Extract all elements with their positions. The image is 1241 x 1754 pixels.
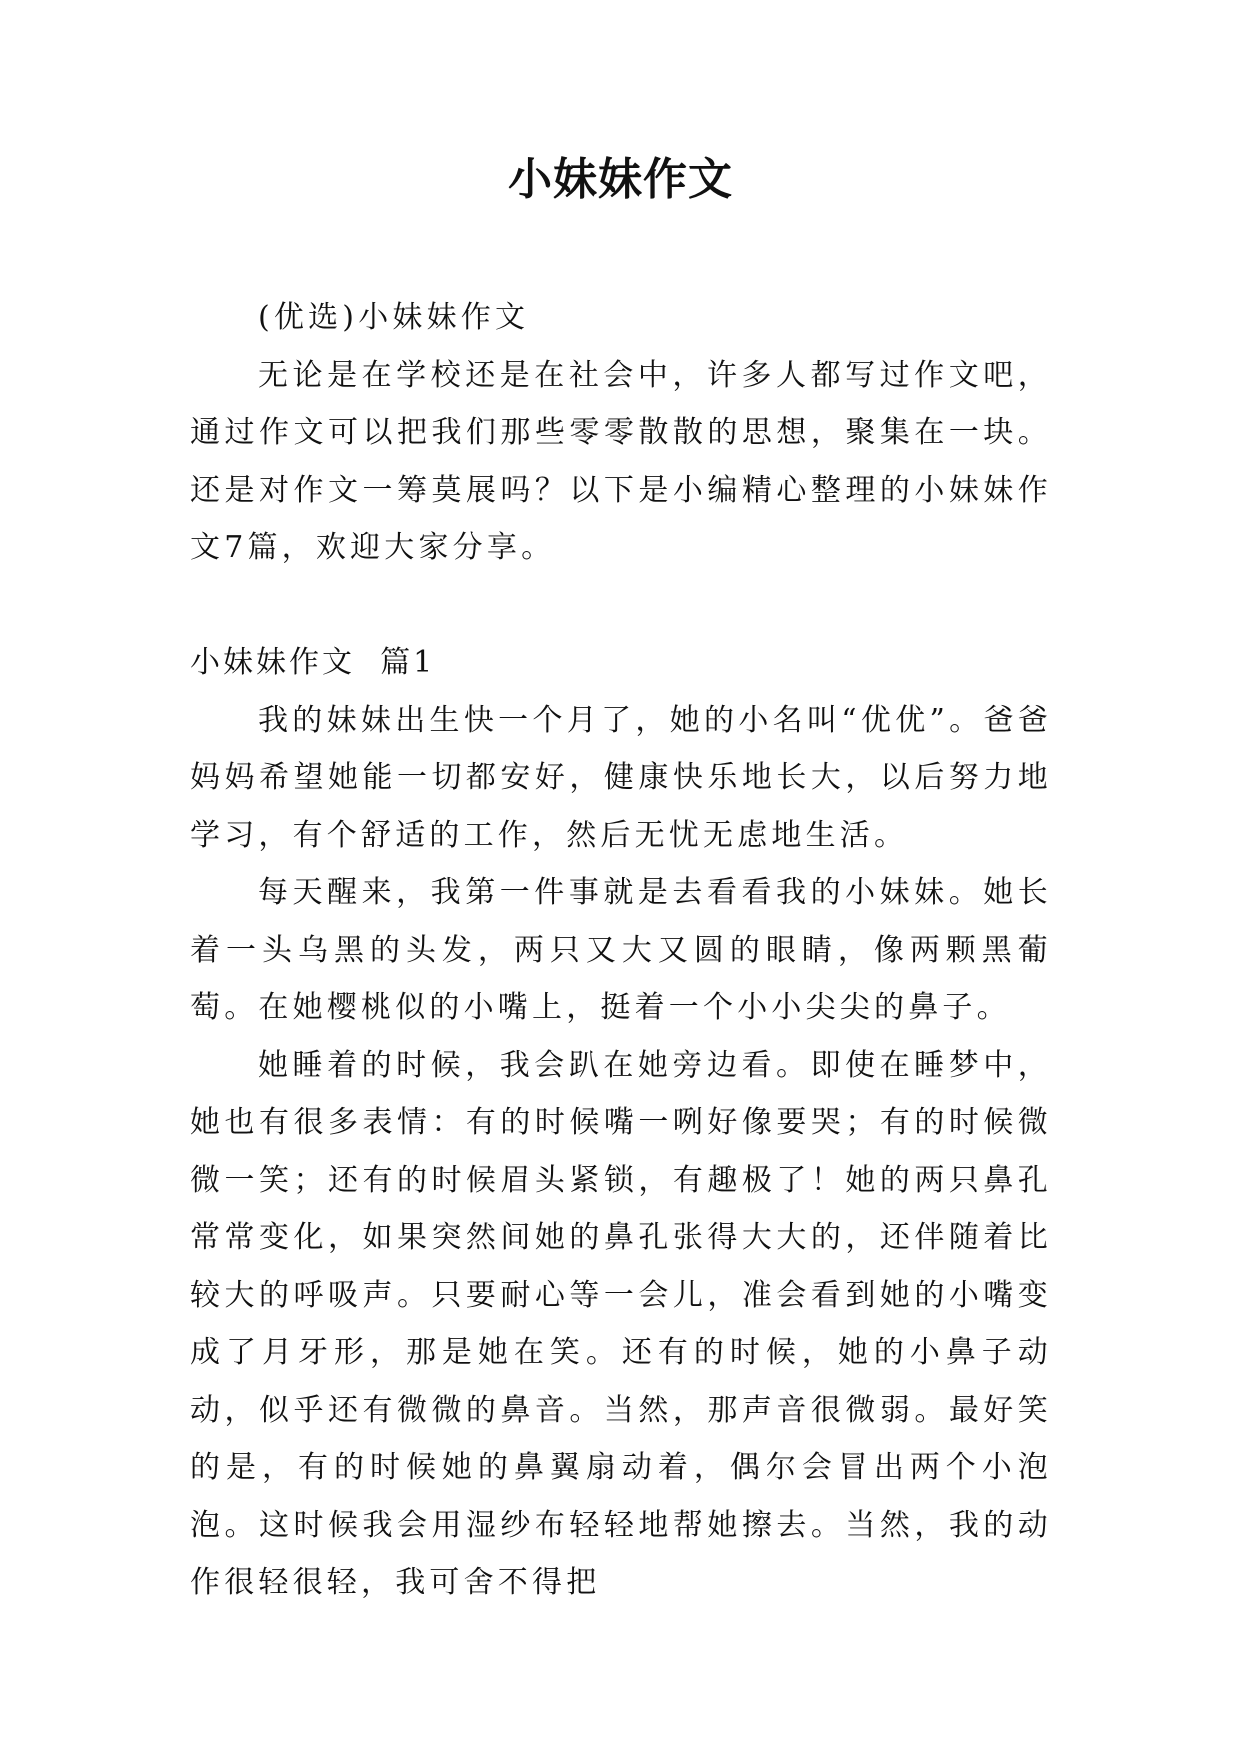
body-paragraph: 每天醒来，我第一件事就是去看看我的小妹妹。她长着一头乌黑的头发，两只又大又圆的眼睛，像两颗黑葡萄。在她樱桃似的小嘴上，挺着一个小小尖尖的鼻子。 xyxy=(190,875,1052,1025)
body-paragraph: 我的妹妹出生快一个月了，她的小名叫“优优”。爸爸妈妈希望她能一切都安好，健康快乐地长大，以后努力地学习，有个舒适的工作，然后无忧无虑地生活。 xyxy=(190,702,1052,853)
section-heading xyxy=(190,634,1052,692)
intro-paragraph: 无论是在学校还是在社会中，许多人都写过作文吧，通过作文可以把我们那些零零散散的思想，聚集在一块。还是对作文一筹莫展吗？以下是小编精心整理的小妹妹作文7篇，欢迎大家分享。 xyxy=(190,357,1052,565)
body-paragraph: 她睡着的时候，我会趴在她旁边看。即使在睡梦中，她也有很多表情：有的时候嘴一咧好像要哭；有的时候微微一笑；还有的时候眉头紧锁，有趣极了！她的两只鼻孔常常变化，如果突然间她的鼻孔张得大大的，还伴随着比较大的呼吸声。只要耐心等一会儿，准会看到她的小嘴变成了月牙形，那是她在笑。还有的时候，她的小鼻子动动，似乎还有微微的鼻音。当然，那声音很微弱。最好笑的是，有的时候她的鼻翼扇动着，偶尔会冒出两个小泡泡。这时候我会用湿纱布轻轻地帮她擦去。当然，我的动作很轻很轻，我可舍不得把 xyxy=(190,1047,1052,1600)
document-body xyxy=(190,289,1052,1612)
document-title: 小妹妹作文 xyxy=(508,154,733,205)
document-subtitle: (优选)小妹妹作文 xyxy=(258,300,530,335)
section-heading-text: 小妹妹作文 篇1 xyxy=(190,645,436,680)
section-spacer xyxy=(190,577,1052,635)
